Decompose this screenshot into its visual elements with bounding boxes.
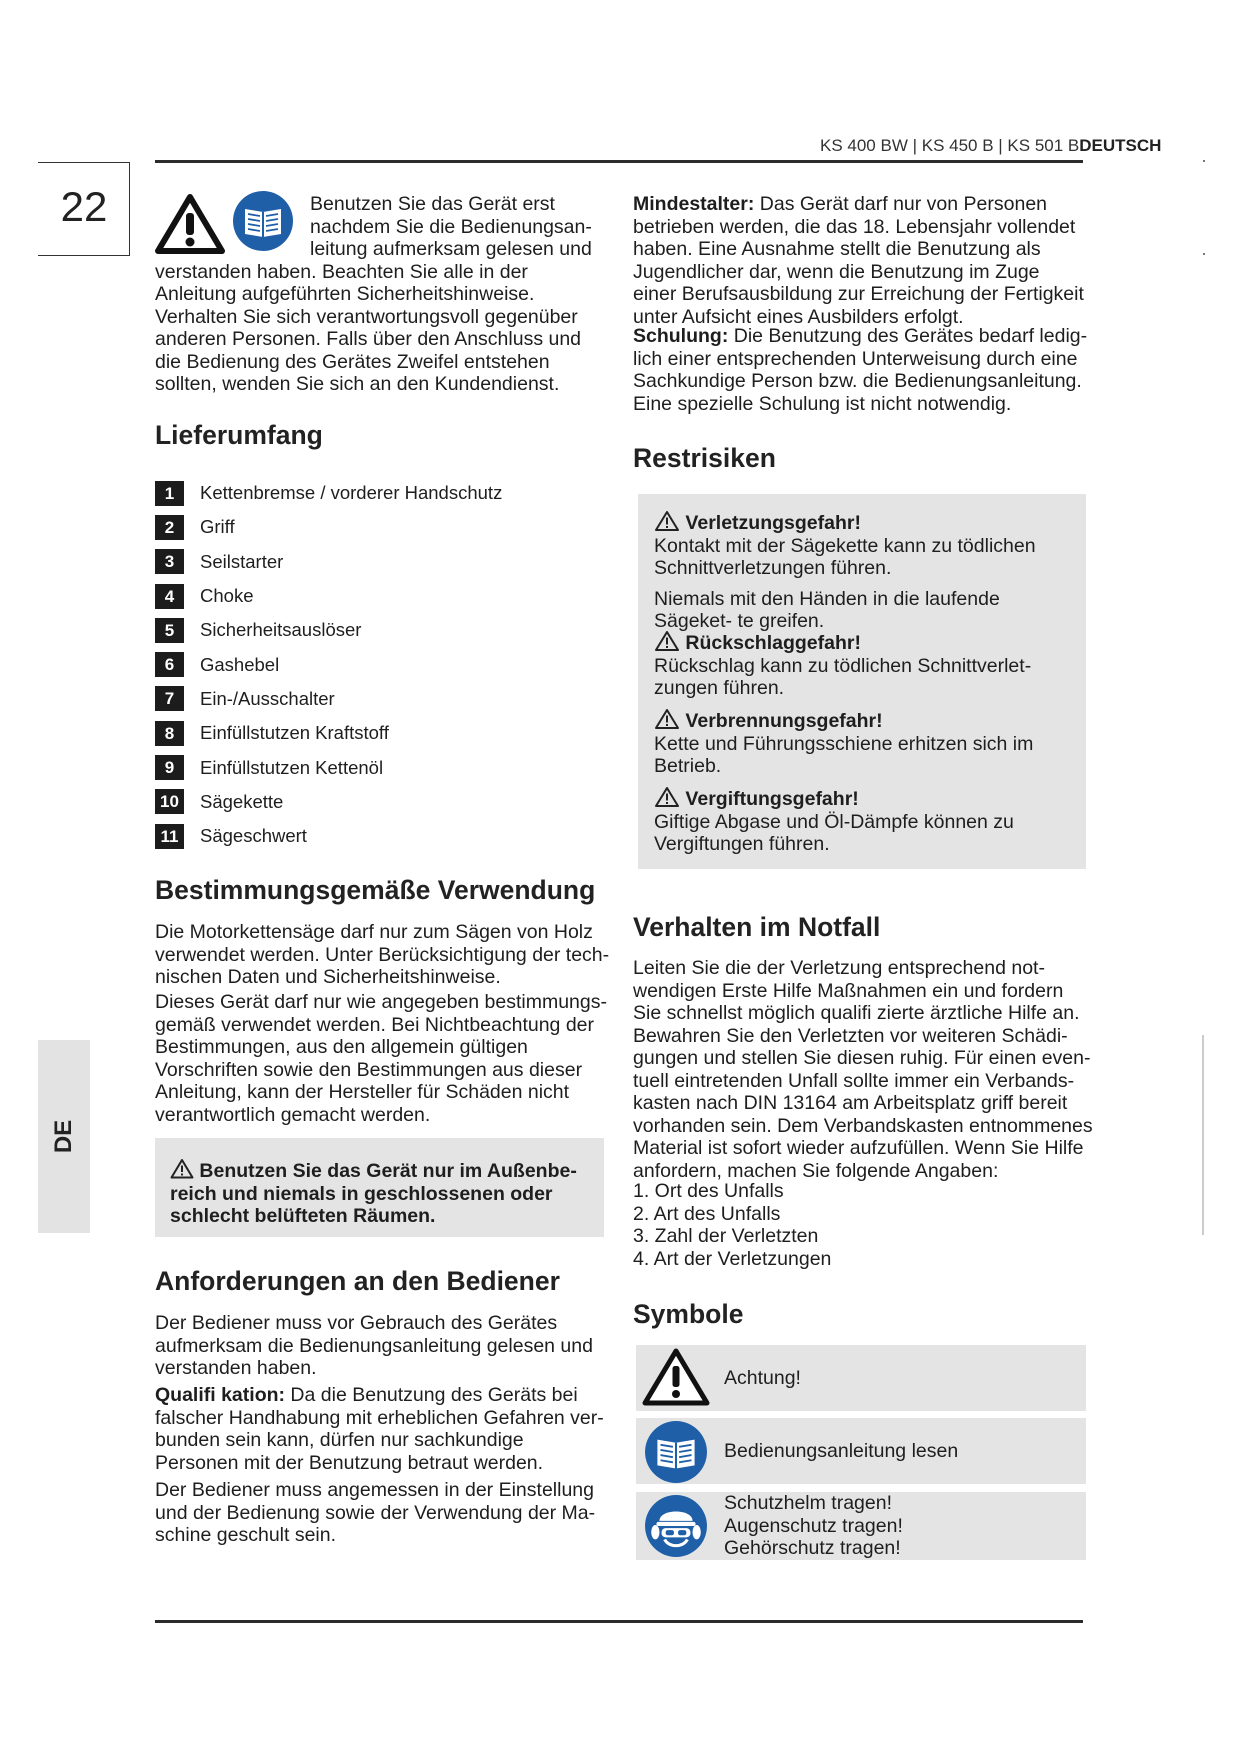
verwendung-paragraph-1: Die Motorkettensäge darf nur zum Sägen von Holz verwendet werden. Unter Berücksichtigung der tech- nischen Daten und Sicherheitshinweise.: [155, 921, 610, 988]
item-label: Sägekette: [200, 790, 284, 812]
icon-spacer: [155, 193, 310, 259]
read-manual-icon: [644, 1420, 708, 1484]
item-label: Sicherheitsauslöser: [200, 619, 362, 641]
supply-item: [155, 476, 502, 510]
heading-bediener: Anforderungen an den Bediener: [155, 1266, 560, 1296]
item-number: 2: [155, 515, 184, 540]
schulung-text: Die Benutzung des Gerätes bedarf ledig- lich einer entsprechenden Unterweisung durch eine Sachkundige Person bzw. die Bedienungsanleitung. Eine spezielle Schulung ist nicht notwendig.: [633, 325, 1088, 415]
page-number: 22: [60, 183, 108, 230]
item-number: 7: [155, 686, 184, 711]
outdoor-warning-text: Benutzen Sie das Gerät nur im Außenbe- reich und niemals in geschlossenen oder schlecht belüfteten Räumen.: [170, 1160, 577, 1227]
supply-item: [155, 613, 502, 647]
supply-item: [155, 579, 502, 613]
symbol-label-multiline: [724, 1492, 903, 1560]
symbol-label-line: Augenschutz tragen!: [724, 1514, 903, 1537]
intro-paragraph: [155, 193, 610, 396]
outdoor-warning: [170, 1158, 590, 1228]
bediener-paragraph-3: Der Bediener muss angemessen in der Einstellung und der Bedienung sowie der Verwendung der Ma- schine geschult sein.: [155, 1479, 596, 1546]
supply-list: [155, 476, 502, 853]
item-label: Kettenbremse / vorderer Handschutz: [200, 482, 503, 504]
notfall-paragraph: Leiten Sie die der Verletzung entsprechend not- wendigen Erste Hilfe Maßnahmen ein und fordern Sie schnellst möglich qualifi zierte ärztliche Hilfe an. Bewahren Sie den Verletzten vor weiteren Schädi- gungen und stellen Sie diesen ruhig. Für einen even- tuell eintretenden Unfall sollte immer ein Verbands- kasten nach DIN 13164 am Arbeitsplatz griff bereit vorhanden sein. Dem Verbandskasten entnommenes Material ist sofort wieder aufzufüllen. Wenn Sie Hilfe anfordern, machen Sie folgende Angaben:: [633, 957, 1093, 1182]
heading-verwendung: Bestimmungsgemäße Verwendung: [155, 875, 596, 905]
model-list: KS 400 BW | KS 450 B | KS 501 B: [820, 136, 1080, 155]
notfall-list: [633, 1180, 1088, 1270]
risk-item: [654, 708, 1074, 778]
risk-title-row: [654, 786, 1074, 811]
item-label: Griff: [200, 516, 235, 538]
notfall-list-item: 4. Art der Verletzungen: [633, 1247, 832, 1270]
symbol-row: [636, 1492, 1086, 1560]
item-label: Einfüllstutzen Kraftstoff: [200, 722, 389, 744]
item-number: 5: [155, 618, 184, 643]
item-number: 1: [155, 481, 184, 506]
mindestalter-text: Das Gerät darf nur von Personen betrieben werden, die das 18. Lebensjahr vollendet haben. Eine Ausnahme stellt die Benutzung als Jugendlicher dar, wenn die Benutzung im Zuge einer Berufsausbildung zur Erreichung der Fertigkeit unter Aufsicht eines Ausbilders erfolgt.: [633, 193, 1084, 328]
risk-text: Rückschlag kann zu tödlichen Schnittverlet- zungen führen.: [654, 654, 1032, 699]
risk-title: Rückschlaggefahr!: [685, 632, 861, 654]
restrisiken-box: [638, 494, 1086, 869]
symbol-label-line: Gehörschutz tragen!: [724, 1537, 901, 1559]
scan-dot: [1203, 253, 1205, 255]
item-label: Seilstarter: [200, 550, 284, 572]
scan-dot: [1203, 160, 1205, 162]
language-tab: [38, 1040, 90, 1233]
notfall-list-item: 3. Zahl der Verletzten: [633, 1225, 819, 1247]
language-label: DEUTSCH: [1079, 136, 1162, 155]
footer-rule: [155, 1620, 1083, 1623]
header-rule: [155, 160, 1083, 163]
mindestalter-label: Mindestalter:: [633, 193, 755, 215]
risk-title: Verbrennungsgefahr!: [685, 710, 883, 732]
warning-triangle-icon: [642, 1347, 710, 1407]
warning-triangle-icon: [654, 510, 680, 532]
supply-item: [155, 682, 502, 716]
item-number: 6: [155, 652, 184, 677]
item-label: Sägeschwert: [200, 825, 307, 847]
symbol-row: [636, 1418, 1086, 1484]
schulung-label: Schulung:: [633, 325, 729, 347]
scan-edge-line: [1202, 1035, 1204, 1235]
risk-text: Kette und Führungsschiene erhitzen sich im Betrieb.: [654, 732, 1034, 777]
helmet-goggles-earmuffs-icon: [644, 1494, 708, 1558]
risk-item: [654, 786, 1074, 856]
item-label: Choke: [200, 585, 254, 607]
supply-item: [155, 545, 502, 579]
page-header: [820, 136, 1161, 156]
risk-title-row: [654, 630, 1074, 655]
schulung-paragraph: [633, 325, 1088, 415]
item-label: Ein-/Ausschalter: [200, 687, 335, 709]
supply-item: [155, 819, 502, 853]
risk-title: Verletzungsgefahr!: [685, 512, 861, 534]
verwendung-paragraph-2: Dieses Gerät darf nur wie angegeben bestimmungs- gemäß verwendet werden. Bei Nichtbeachtung der Bestimmungen, aus den allgemein gültigen Vorschriften sowie den Bestimmungen aus dieser Anleitung, kann der Hersteller für Schäden nicht verantwortlich gemacht werden.: [155, 991, 607, 1126]
bediener-paragraph-1: Der Bediener muss vor Gebrauch des Gerätes aufmerksam die Bedienungsanleitung gelesen und verstanden haben.: [155, 1312, 593, 1379]
risk-title: Vergiftungsgefahr!: [685, 788, 859, 810]
warning-triangle-icon: [654, 786, 680, 808]
risk-text-extra: Niemals mit den Händen in die laufende Sägeket- te greifen.: [654, 587, 1000, 632]
symbol-label-line: Schutzhelm tragen!: [724, 1492, 893, 1514]
heading-symbole: Symbole: [633, 1299, 744, 1329]
warning-triangle-icon: [654, 630, 680, 652]
notfall-list-item: 2. Art des Unfalls: [633, 1202, 781, 1225]
notfall-list-item: 1. Ort des Unfalls: [633, 1180, 784, 1202]
item-number: 3: [155, 549, 184, 574]
risk-item: [654, 630, 1074, 700]
supply-item: [155, 750, 502, 784]
outdoor-warning-box: [155, 1138, 604, 1237]
symbol-label: Achtung!: [724, 1367, 801, 1389]
qualifikation-label: Qualifi kation:: [155, 1384, 286, 1406]
item-number: 11: [155, 824, 184, 849]
risk-text: Giftige Abgase und Öl-Dämpfe können zu Vergiftungen führen.: [654, 810, 1014, 855]
supply-item: [155, 510, 502, 544]
symbol-label: Bedienungsanleitung lesen: [724, 1440, 959, 1462]
risk-item: [654, 510, 1074, 633]
supply-item: [155, 647, 502, 681]
item-number: 4: [155, 584, 184, 609]
item-number: 10: [155, 789, 184, 814]
qualifikation-text: Da die Benutzung des Geräts bei falscher Handhabung mit erheblichen Gefahren ver- bunden sein kann, dürfen nur sachkundige Personen mit der Benutzung betraut werden.: [155, 1384, 604, 1474]
qualifikation-paragraph: [155, 1384, 610, 1474]
supply-item: [155, 716, 502, 750]
risk-text: Kontakt mit der Sägekette kann zu tödlichen Schnittverletzungen führen.: [654, 534, 1036, 579]
supply-item: [155, 785, 502, 819]
heading-notfall: Verhalten im Notfall: [633, 912, 881, 942]
symbol-row: [636, 1345, 1086, 1411]
item-number: 8: [155, 721, 184, 746]
language-tab-label: DE: [50, 1119, 77, 1154]
intro-text: Benutzen Sie das Gerät erst nachdem Sie die Bedienungsan- leitung aufmerksam gelesen und verstanden haben. Beachten Sie alle in der Anleitung aufgeführten Sicherheitshinweise. Verhalten Sie sich verantwortungsvoll gegenüber anderen Personen. Falls über den Anschluss und die Bedienung des Gerätes Zweifel entstehen sollten, wenden Sie sich an den Kundendienst.: [155, 193, 592, 395]
risk-title-row: [654, 708, 1074, 733]
item-number: 9: [155, 755, 184, 780]
warning-triangle-icon: [170, 1158, 194, 1179]
item-label: Gashebel: [200, 653, 280, 675]
risk-title-row: [654, 510, 1074, 535]
mindestalter-paragraph: [633, 193, 1088, 328]
item-label: Einfüllstutzen Kettenöl: [200, 756, 384, 778]
warning-triangle-icon: [654, 708, 680, 730]
heading-restrisiken: Restrisiken: [633, 443, 776, 473]
heading-lieferumfang: Lieferumfang: [155, 420, 323, 450]
